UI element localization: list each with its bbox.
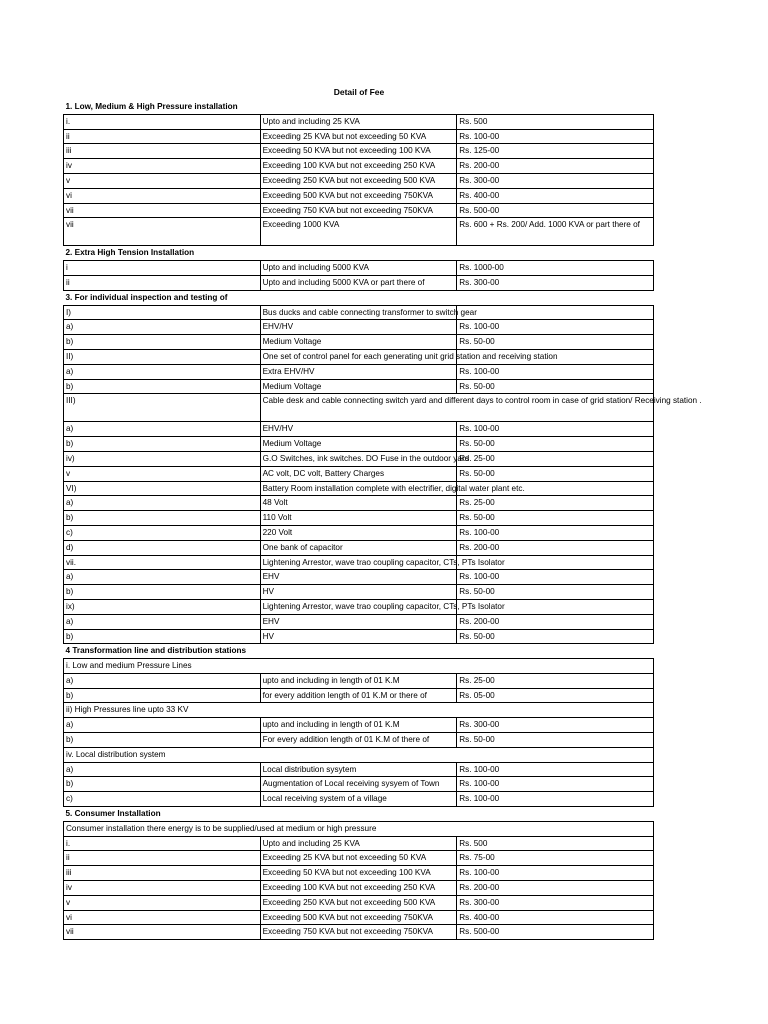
table-row	[64, 496, 654, 511]
item-number: ii	[64, 851, 261, 866]
item-description: Exceeding 250 KVA but not exceeding 500 KVA	[260, 895, 457, 910]
item-description: Exceeding 500 KVA but not exceeding 750KVA	[260, 188, 457, 203]
item-number: iv)	[64, 451, 261, 466]
item-description: 48 Volt	[260, 496, 457, 511]
item-fee: Rs. 50-00	[457, 585, 654, 600]
item-description: Augmentation of Local receiving sysyem of Town	[260, 777, 457, 792]
table-row	[64, 114, 654, 129]
item-description: Upto and including 25 KVA	[260, 836, 457, 851]
item-fee: Rs. 100-00	[457, 364, 654, 379]
item-fee: Rs. 400-00	[457, 910, 654, 925]
item-description: Medium Voltage	[260, 437, 457, 452]
fee-table-body	[64, 100, 702, 940]
item-number: b)	[64, 688, 261, 703]
table-row	[64, 895, 654, 910]
subsection-label: iv. Local distribution system	[64, 747, 654, 762]
item-fee: Rs. 500	[457, 836, 654, 851]
item-description: EHV	[260, 614, 457, 629]
item-fee: Rs. 200-00	[457, 881, 654, 896]
table-row	[64, 481, 654, 496]
section-heading-row	[64, 644, 654, 659]
item-description: Exceeding 250 KVA but not exceeding 500 KVA	[260, 173, 457, 188]
item-description: Exceeding 1000 KVA	[260, 218, 457, 246]
item-fee: Rs. 100-00	[457, 777, 654, 792]
item-description: upto and including in length of 01 K.M	[260, 673, 457, 688]
item-number: b)	[64, 777, 261, 792]
subsection-label: ii) High Pressures line upto 33 KV	[64, 703, 654, 718]
item-number: II)	[64, 349, 261, 364]
item-description: Medium Voltage	[260, 379, 457, 394]
item-description: Exceeding 750 KVA but not exceeding 750KVA	[260, 925, 457, 940]
item-description: Medium Voltage	[260, 335, 457, 350]
item-description: HV	[260, 585, 457, 600]
table-row	[64, 555, 654, 570]
table-row	[64, 733, 654, 748]
fee-table	[63, 100, 702, 940]
item-number: vi	[64, 188, 261, 203]
item-number: v	[64, 895, 261, 910]
item-number: a)	[64, 570, 261, 585]
item-number: c)	[64, 792, 261, 807]
table-row	[64, 585, 654, 600]
item-description: Exceeding 750 KVA but not exceeding 750KVA	[260, 203, 457, 218]
item-description: Cable desk and cable connecting switch yard and different days to control room in case of grid station/ Receiving station .	[260, 394, 653, 422]
item-description: Lightening Arrestor, wave trao coupling capacitor, CTs, PTs Isolator	[260, 599, 457, 614]
item-number: b)	[64, 585, 261, 600]
item-description: For every addition length of 01 K.M of there of	[260, 733, 457, 748]
item-fee: Rs. 100-00	[457, 866, 654, 881]
table-row	[64, 511, 654, 526]
item-description: 110 Volt	[260, 511, 457, 526]
section-heading-row	[64, 246, 654, 261]
table-row	[64, 910, 654, 925]
subsection-row	[64, 659, 654, 674]
item-fee: Rs. 100-00	[457, 422, 654, 437]
item-fee	[457, 305, 654, 320]
section-heading: 3. For individual inspection and testing of	[65, 292, 228, 302]
table-row	[64, 570, 654, 585]
table-row	[64, 305, 654, 320]
item-fee: Rs. 200-00	[457, 614, 654, 629]
item-number: b)	[64, 335, 261, 350]
page-title: Detail of Fee	[333, 87, 385, 97]
item-description: Extra EHV/HV	[260, 364, 457, 379]
item-fee: Rs. 50-00	[457, 629, 654, 644]
item-description: EHV/HV	[260, 422, 457, 437]
table-row	[64, 188, 654, 203]
item-description: Exceeding 50 KVA but not exceeding 100 KVA	[260, 866, 457, 881]
table-row	[64, 673, 654, 688]
item-fee: Rs. 100-00	[457, 129, 654, 144]
item-description: 220 Volt	[260, 525, 457, 540]
item-number: b)	[64, 437, 261, 452]
item-number: a)	[64, 364, 261, 379]
item-description: HV	[260, 629, 457, 644]
item-fee: Rs. 400-00	[457, 188, 654, 203]
item-fee: Rs. 05-00	[457, 688, 654, 703]
table-row	[64, 629, 654, 644]
item-fee: Rs. 100-00	[457, 570, 654, 585]
section-heading-row	[64, 807, 654, 822]
item-description: Exceeding 100 KVA but not exceeding 250 KVA	[260, 881, 457, 896]
item-description: Lightening Arrestor, wave trao coupling capacitor, CTs, PTs Isolator	[260, 555, 457, 570]
item-fee: Rs. 300-00	[457, 718, 654, 733]
item-description: One set of control panel for each generating unit grid station and receiving station	[260, 349, 457, 364]
item-fee: Rs. 75-00	[457, 851, 654, 866]
subsection-label: Consumer installation there energy is to be supplied/used at medium or high pressure	[64, 821, 654, 836]
item-fee: Rs. 100-00	[457, 762, 654, 777]
item-number: b)	[64, 733, 261, 748]
item-fee: Rs. 25-00	[457, 673, 654, 688]
table-row	[64, 437, 654, 452]
section-heading: 5. Consumer Installation	[65, 809, 161, 819]
item-number: ix)	[64, 599, 261, 614]
item-number: a)	[64, 614, 261, 629]
item-number: vi	[64, 910, 261, 925]
table-row	[64, 364, 654, 379]
table-row	[64, 275, 654, 290]
item-fee: Rs. 500-00	[457, 925, 654, 940]
item-number: ii	[64, 275, 261, 290]
table-row	[64, 762, 654, 777]
item-description: EHV/HV	[260, 320, 457, 335]
item-fee: Rs. 50-00	[457, 379, 654, 394]
item-number: a)	[64, 673, 261, 688]
item-fee: Rs. 100-00	[457, 320, 654, 335]
item-fee: Rs. 50-00	[457, 511, 654, 526]
item-number: III)	[64, 394, 261, 422]
item-number: VI)	[64, 481, 261, 496]
item-description: Upto and including 25 KVA	[260, 114, 457, 129]
table-row	[64, 525, 654, 540]
item-number: vii	[64, 218, 261, 246]
item-number: i.	[64, 836, 261, 851]
item-description: upto and including in length of 01 K.M	[260, 718, 457, 733]
item-number: ii	[64, 129, 261, 144]
item-number: i	[64, 261, 261, 276]
item-fee: Rs. 100-00	[457, 792, 654, 807]
item-number: vii.	[64, 555, 261, 570]
item-number: iii	[64, 866, 261, 881]
item-number: iv	[64, 159, 261, 174]
table-row	[64, 379, 654, 394]
item-fee: Rs. 100-00	[457, 525, 654, 540]
item-fee: Rs. 50-00	[457, 466, 654, 481]
section-heading-row	[64, 290, 654, 305]
table-row	[64, 320, 654, 335]
item-number: a)	[64, 496, 261, 511]
table-row	[64, 688, 654, 703]
item-number: i.	[64, 114, 261, 129]
item-number: d)	[64, 540, 261, 555]
item-number: v	[64, 173, 261, 188]
item-description: Exceeding 25 KVA but not exceeding 50 KVA	[260, 851, 457, 866]
item-number: v	[64, 466, 261, 481]
table-row	[64, 173, 654, 188]
table-row	[64, 466, 654, 481]
table-row	[64, 866, 654, 881]
item-fee: Rs. 300-00	[457, 895, 654, 910]
table-row	[64, 599, 654, 614]
item-description: Bus ducks and cable connecting transformer to switch gear	[260, 305, 457, 320]
section-heading: 1. Low, Medium & High Pressure installation	[65, 102, 238, 111]
table-row	[64, 451, 654, 466]
item-number: a)	[64, 762, 261, 777]
subsection-row	[64, 747, 654, 762]
item-fee: Rs. 25-00	[457, 451, 654, 466]
subsection-label: i. Low and medium Pressure Lines	[64, 659, 654, 674]
table-row	[64, 144, 654, 159]
table-row	[64, 349, 654, 364]
item-number: a)	[64, 320, 261, 335]
table-row	[64, 925, 654, 940]
item-description: Exceeding 25 KVA but not exceeding 50 KVA	[260, 129, 457, 144]
item-description: EHV	[260, 570, 457, 585]
table-row	[64, 203, 654, 218]
table-row	[64, 777, 654, 792]
table-row	[64, 836, 654, 851]
item-number: vii	[64, 203, 261, 218]
item-description: G.O Switches, ink switches. DO Fuse in the outdoor yard	[260, 451, 457, 466]
item-fee: Rs. 200-00	[457, 159, 654, 174]
item-description: Exceeding 100 KVA but not exceeding 250 KVA	[260, 159, 457, 174]
item-number: vii	[64, 925, 261, 940]
item-fee: Rs. 600 + Rs. 200/ Add. 1000 KVA or part there of	[457, 218, 654, 246]
table-row	[64, 261, 654, 276]
item-number: I)	[64, 305, 261, 320]
table-row	[64, 881, 654, 896]
item-number: b)	[64, 379, 261, 394]
item-description: Local receiving system of a village	[260, 792, 457, 807]
item-fee: Rs. 200-00	[457, 540, 654, 555]
item-description: One bank of capacitor	[260, 540, 457, 555]
item-fee: Rs. 300-00	[457, 275, 654, 290]
item-description: Local distribution sysytem	[260, 762, 457, 777]
subsection-row	[64, 821, 654, 836]
table-row	[64, 718, 654, 733]
item-number: iv	[64, 881, 261, 896]
item-number: a)	[64, 718, 261, 733]
item-fee: Rs. 500-00	[457, 203, 654, 218]
table-row	[64, 159, 654, 174]
item-fee: Rs. 25-00	[457, 496, 654, 511]
table-row	[64, 394, 654, 422]
table-row	[64, 614, 654, 629]
item-number: a)	[64, 422, 261, 437]
table-row	[64, 422, 654, 437]
item-fee: Rs. 125-00	[457, 144, 654, 159]
item-description: Upto and including 5000 KVA	[260, 261, 457, 276]
table-row	[64, 851, 654, 866]
subsection-row	[64, 703, 654, 718]
table-row	[64, 129, 654, 144]
item-description: AC volt, DC volt, Battery Charges	[260, 466, 457, 481]
section-heading: 2. Extra High Tension Installation	[65, 248, 195, 258]
item-description: Exceeding 50 KVA but not exceeding 100 KVA	[260, 144, 457, 159]
item-description: for every addition length of 01 K.M or there of	[260, 688, 457, 703]
item-number: iii	[64, 144, 261, 159]
item-description: Battery Room installation complete with electrifier, digital water plant etc.	[260, 481, 457, 496]
item-fee: Rs. 500	[457, 114, 654, 129]
item-fee: Rs. 1000-00	[457, 261, 654, 276]
table-row	[64, 218, 654, 246]
table-row	[64, 335, 654, 350]
section-heading-row	[64, 100, 654, 114]
item-fee: Rs. 50-00	[457, 733, 654, 748]
item-fee: Rs. 300-00	[457, 173, 654, 188]
item-number: b)	[64, 511, 261, 526]
item-number: b)	[64, 629, 261, 644]
item-fee: Rs. 50-00	[457, 335, 654, 350]
item-number: c)	[64, 525, 261, 540]
item-description: Exceeding 500 KVA but not exceeding 750KVA	[260, 910, 457, 925]
table-row	[64, 792, 654, 807]
item-description: Upto and including 5000 KVA or part there of	[260, 275, 457, 290]
item-fee: Rs. 50-00	[457, 437, 654, 452]
table-row	[64, 540, 654, 555]
section-heading: 4 Transformation line and distribution stations	[65, 646, 247, 656]
